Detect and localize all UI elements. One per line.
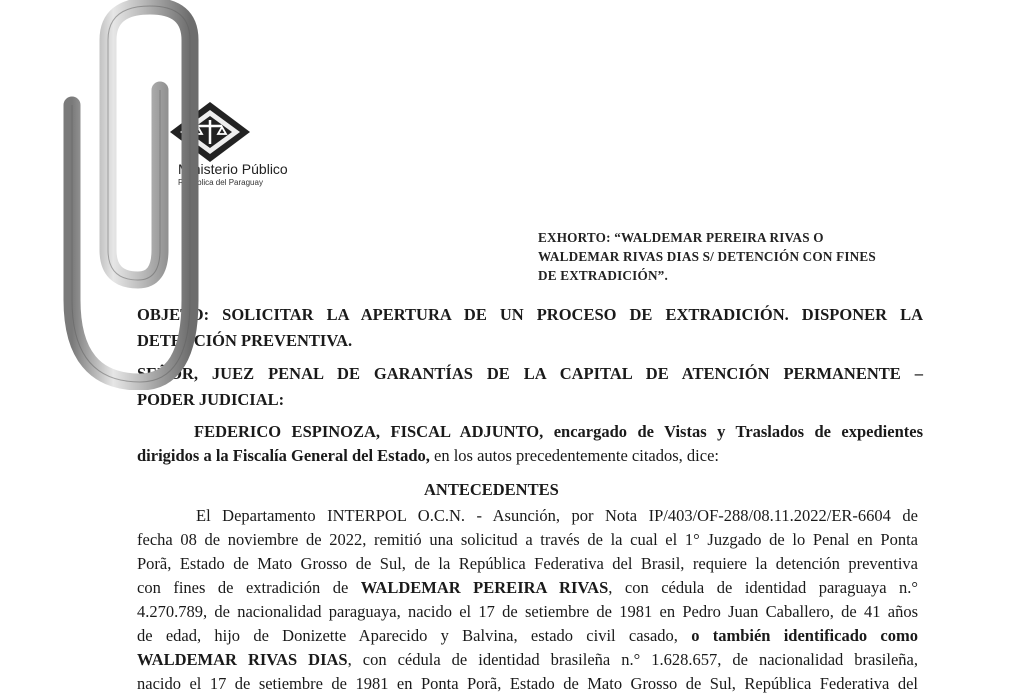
section-title: ANTECEDENTES (424, 480, 559, 499)
scales-justice-logo-icon (168, 100, 252, 162)
intro-line-1: FEDERICO ESPINOZA, FISCAL ADJUNTO, encargado de Vistas y Traslados de expedientes (194, 422, 923, 441)
senor-line-2: PODER JUDICIAL: (137, 390, 285, 409)
body-line-1: El Departamento INTERPOL O.C.N. - Asunción, por Nota IP/403/OF-288/08.11.2022/ER-6604 de (196, 506, 918, 525)
body-line-7: WALDEMAR RIVAS DIAS, con cédula de identidad brasileña n.° 1.628.657, de nacionalidad brasileña, (137, 650, 918, 669)
exhorto-line-3: DE EXTRADICIÓN”. (538, 268, 668, 283)
body-line-8: nacido el 17 de setiembre de 1981 en Ponta Porã, Estado de Mato Grosso de Sul, República Federativa del (137, 674, 918, 693)
body-line-5: 4.270.789, de nacionalidad paraguaya, nacido el 17 de setiembre de 1981 en Pedro Juan Caballero, de 41 años (137, 602, 918, 621)
body-line-4: con fines de extradición de WALDEMAR PEREIRA RIVAS, con cédula de identidad paraguaya n.° (137, 578, 918, 597)
exhorto-line-2: WALDEMAR RIVAS DIAS S/ DETENCIÓN CON FINES (538, 249, 876, 264)
objeto-line-2: DETENCIÓN PREVENTIVA. (137, 331, 353, 350)
exhorto-line-1: EXHORTO: “WALDEMAR PEREIRA RIVAS O (538, 230, 824, 245)
intro-line-2: dirigidos a la Fiscalía General del Estado, en los autos precedentemente citados, dice: (137, 446, 719, 465)
senor-line-1: SEÑOR, JUEZ PENAL DE GARANTÍAS DE LA CAPITAL DE ATENCIÓN PERMANENTE – (137, 364, 923, 383)
exhorto-heading (538, 228, 938, 285)
org-name: Ministerio Público (178, 161, 288, 177)
body-line-2: fecha 08 de noviembre de 2022, remitió una solicitud a través de la cual el 1° Juzgado de lo Penal en Ponta (137, 530, 918, 549)
body-line-3: Porã, Estado de Mato Grosso de Sul, de la República Federativa del Brasil, requiere la detención preventiva (137, 554, 918, 573)
body-line-6: de edad, hijo de Donizette Aparecido y Balvina, estado civil casado, o también identificado como (137, 626, 918, 645)
objeto-line-1: OBJETO: SOLICITAR LA APERTURA DE UN PROCESO DE EXTRADICIÓN. DISPONER LA (137, 305, 923, 324)
org-subtitle: República del Paraguay (178, 178, 263, 187)
